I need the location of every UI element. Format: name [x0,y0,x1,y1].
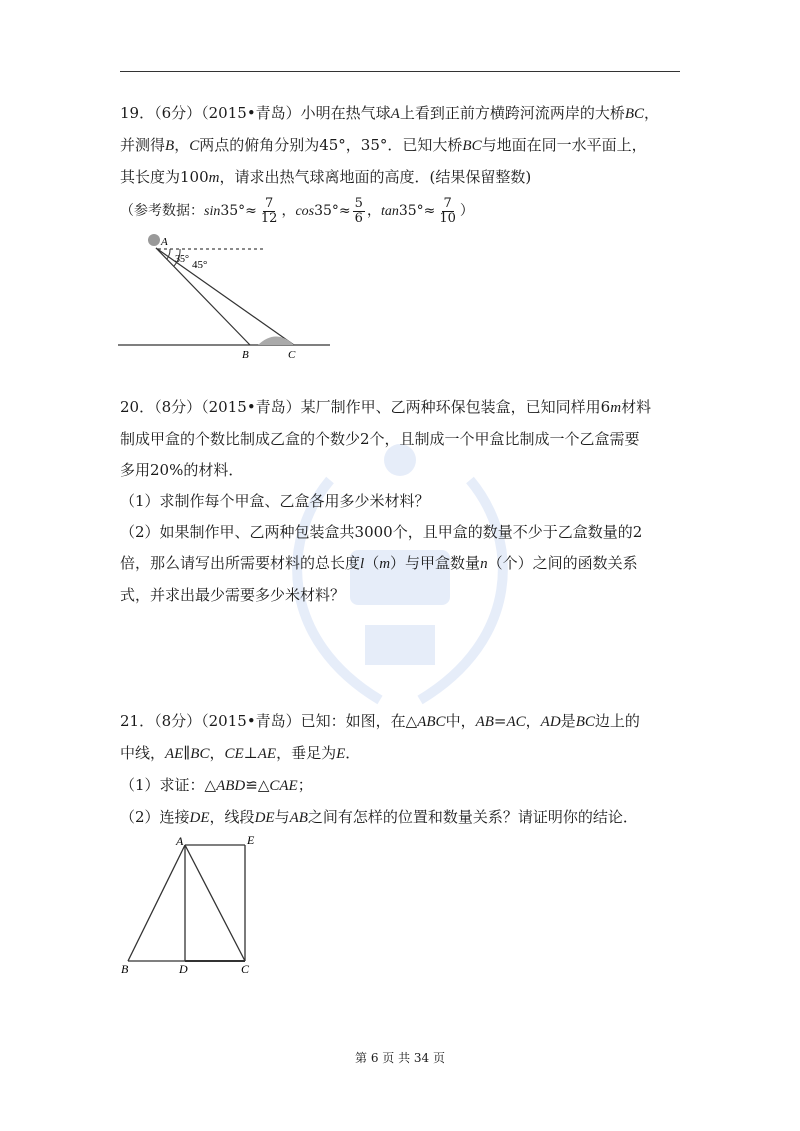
balloon-icon [148,234,160,246]
q19-line2: 并测得B，C两点的俯角分别为45°，35°．已知大桥BC与地面在同一水平面上， [120,136,647,154]
label-angle-45: 45° [192,259,208,271]
tan-fraction: $\frac{7}{10}$ [439,195,456,226]
question-21 [120,706,685,834]
q20-line2: 制成甲盒的个数比制成乙盒的个数少2个，且制成一个甲盒比制成一个乙盒需要 [120,430,640,448]
question-19 [120,98,685,229]
sin-fraction: $\frac{7}{12}$ [260,195,278,226]
q19-line1: 19．（6分）（2015•青岛）小明在热气球A上看到正前方横跨河流两岸的大桥BC， [120,104,660,122]
label-B: B [242,349,249,361]
label-C: C [241,962,250,976]
label-E: E [247,833,255,847]
q19-reference-data: （参考数据：sin35°≈ $\frac{7}{12}$ ，cos35°≈ $\frac{5}{6}$ ，tan35°≈ $\frac{7}{10}$ ） [120,195,474,226]
segment-AC [185,845,245,961]
q21-part1: （1）求证：△ABD≌△CAE； [120,776,313,794]
q19-figure [118,228,338,363]
q20-part2-line1: （2）如果制作甲、乙两种包装盒共3000个，且甲盒的数量不少于乙盒数量的2 [120,523,643,541]
header-rule [120,71,680,72]
q20-line1: 20．（8分）（2015•青岛）某厂制作甲、乙两种环保包装盒，已知同样用6m材料 [120,398,652,416]
question-20 [120,392,685,611]
q21-figure [115,832,265,980]
q21-line1: 21．（8分）（2015•青岛）已知：如图，在△ABC中，AB=AC，AD是BC边上的 [120,712,640,730]
river-bridge-shape [258,337,294,346]
q21-part2: （2）连接DE，线段DE与AB之间有怎样的位置和数量关系？请证明你的结论． [120,808,638,826]
q20-line3: 多用20%的材料． [120,461,244,479]
q20-part2-line2: 倍，那么请写出所需要材料的总长度l（m）与甲盒数量n（个）之间的函数关系 [120,554,638,572]
label-A: A [161,236,168,248]
page-footer: 第 6 页 共 34 页 [355,1051,445,1065]
q20-part2-line3: 式，并求出最少需要多少米材料？ [120,586,346,604]
label-C: C [288,349,296,361]
q19-line3: 其长度为100m，请求出热气球离地面的高度．(结果保留整数) [120,168,532,186]
cos-fraction: $\frac{5}{6}$ [354,195,363,226]
segment-AB [128,845,185,961]
q21-line2: 中线，AE∥BC，CE⊥AE，垂足为E． [120,744,361,762]
label-D: D [179,962,188,976]
label-angle-35: 35° [175,254,189,265]
q20-part1: （1）求制作每个甲盒、乙盒各用多少米材料？ [120,492,430,510]
label-B: B [121,962,129,976]
label-A: A [176,834,184,848]
